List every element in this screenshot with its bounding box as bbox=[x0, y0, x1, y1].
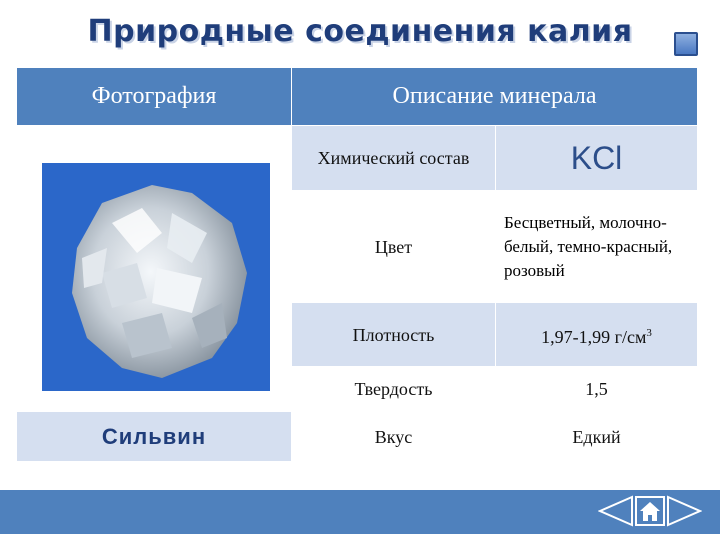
property-density: Плотность bbox=[292, 303, 496, 367]
header-description: Описание минерала bbox=[292, 68, 698, 126]
property-color: Цвет bbox=[292, 191, 496, 303]
left-arrow-icon[interactable] bbox=[600, 497, 632, 525]
sylvite-photo bbox=[42, 163, 270, 391]
navigation-buttons bbox=[598, 493, 702, 529]
mineral-crystal-image bbox=[42, 163, 270, 391]
home-icon[interactable] bbox=[636, 497, 664, 525]
density-unit-exponent: 3 bbox=[646, 326, 652, 339]
header-photo: Фотография bbox=[17, 68, 292, 126]
square-button-icon[interactable] bbox=[674, 32, 698, 56]
value-color: Бесцветный, молочно-белый, темно-красный, розовый bbox=[496, 191, 698, 303]
density-value: 1,97-1,99 г/см bbox=[541, 326, 647, 347]
slide-title: Природные соединения калия bbox=[87, 14, 633, 49]
value-composition: KCl bbox=[496, 126, 698, 191]
property-hardness: Твердость bbox=[292, 367, 496, 412]
value-density bbox=[496, 303, 698, 367]
mineral-name: Сильвин bbox=[17, 412, 292, 462]
photo-cell bbox=[17, 126, 292, 412]
mineral-table bbox=[16, 67, 698, 462]
property-composition: Химический состав bbox=[292, 126, 496, 191]
right-arrow-icon[interactable] bbox=[668, 497, 700, 525]
value-taste: Едкий bbox=[496, 412, 698, 462]
property-taste: Вкус bbox=[292, 412, 496, 462]
value-hardness: 1,5 bbox=[496, 367, 698, 412]
